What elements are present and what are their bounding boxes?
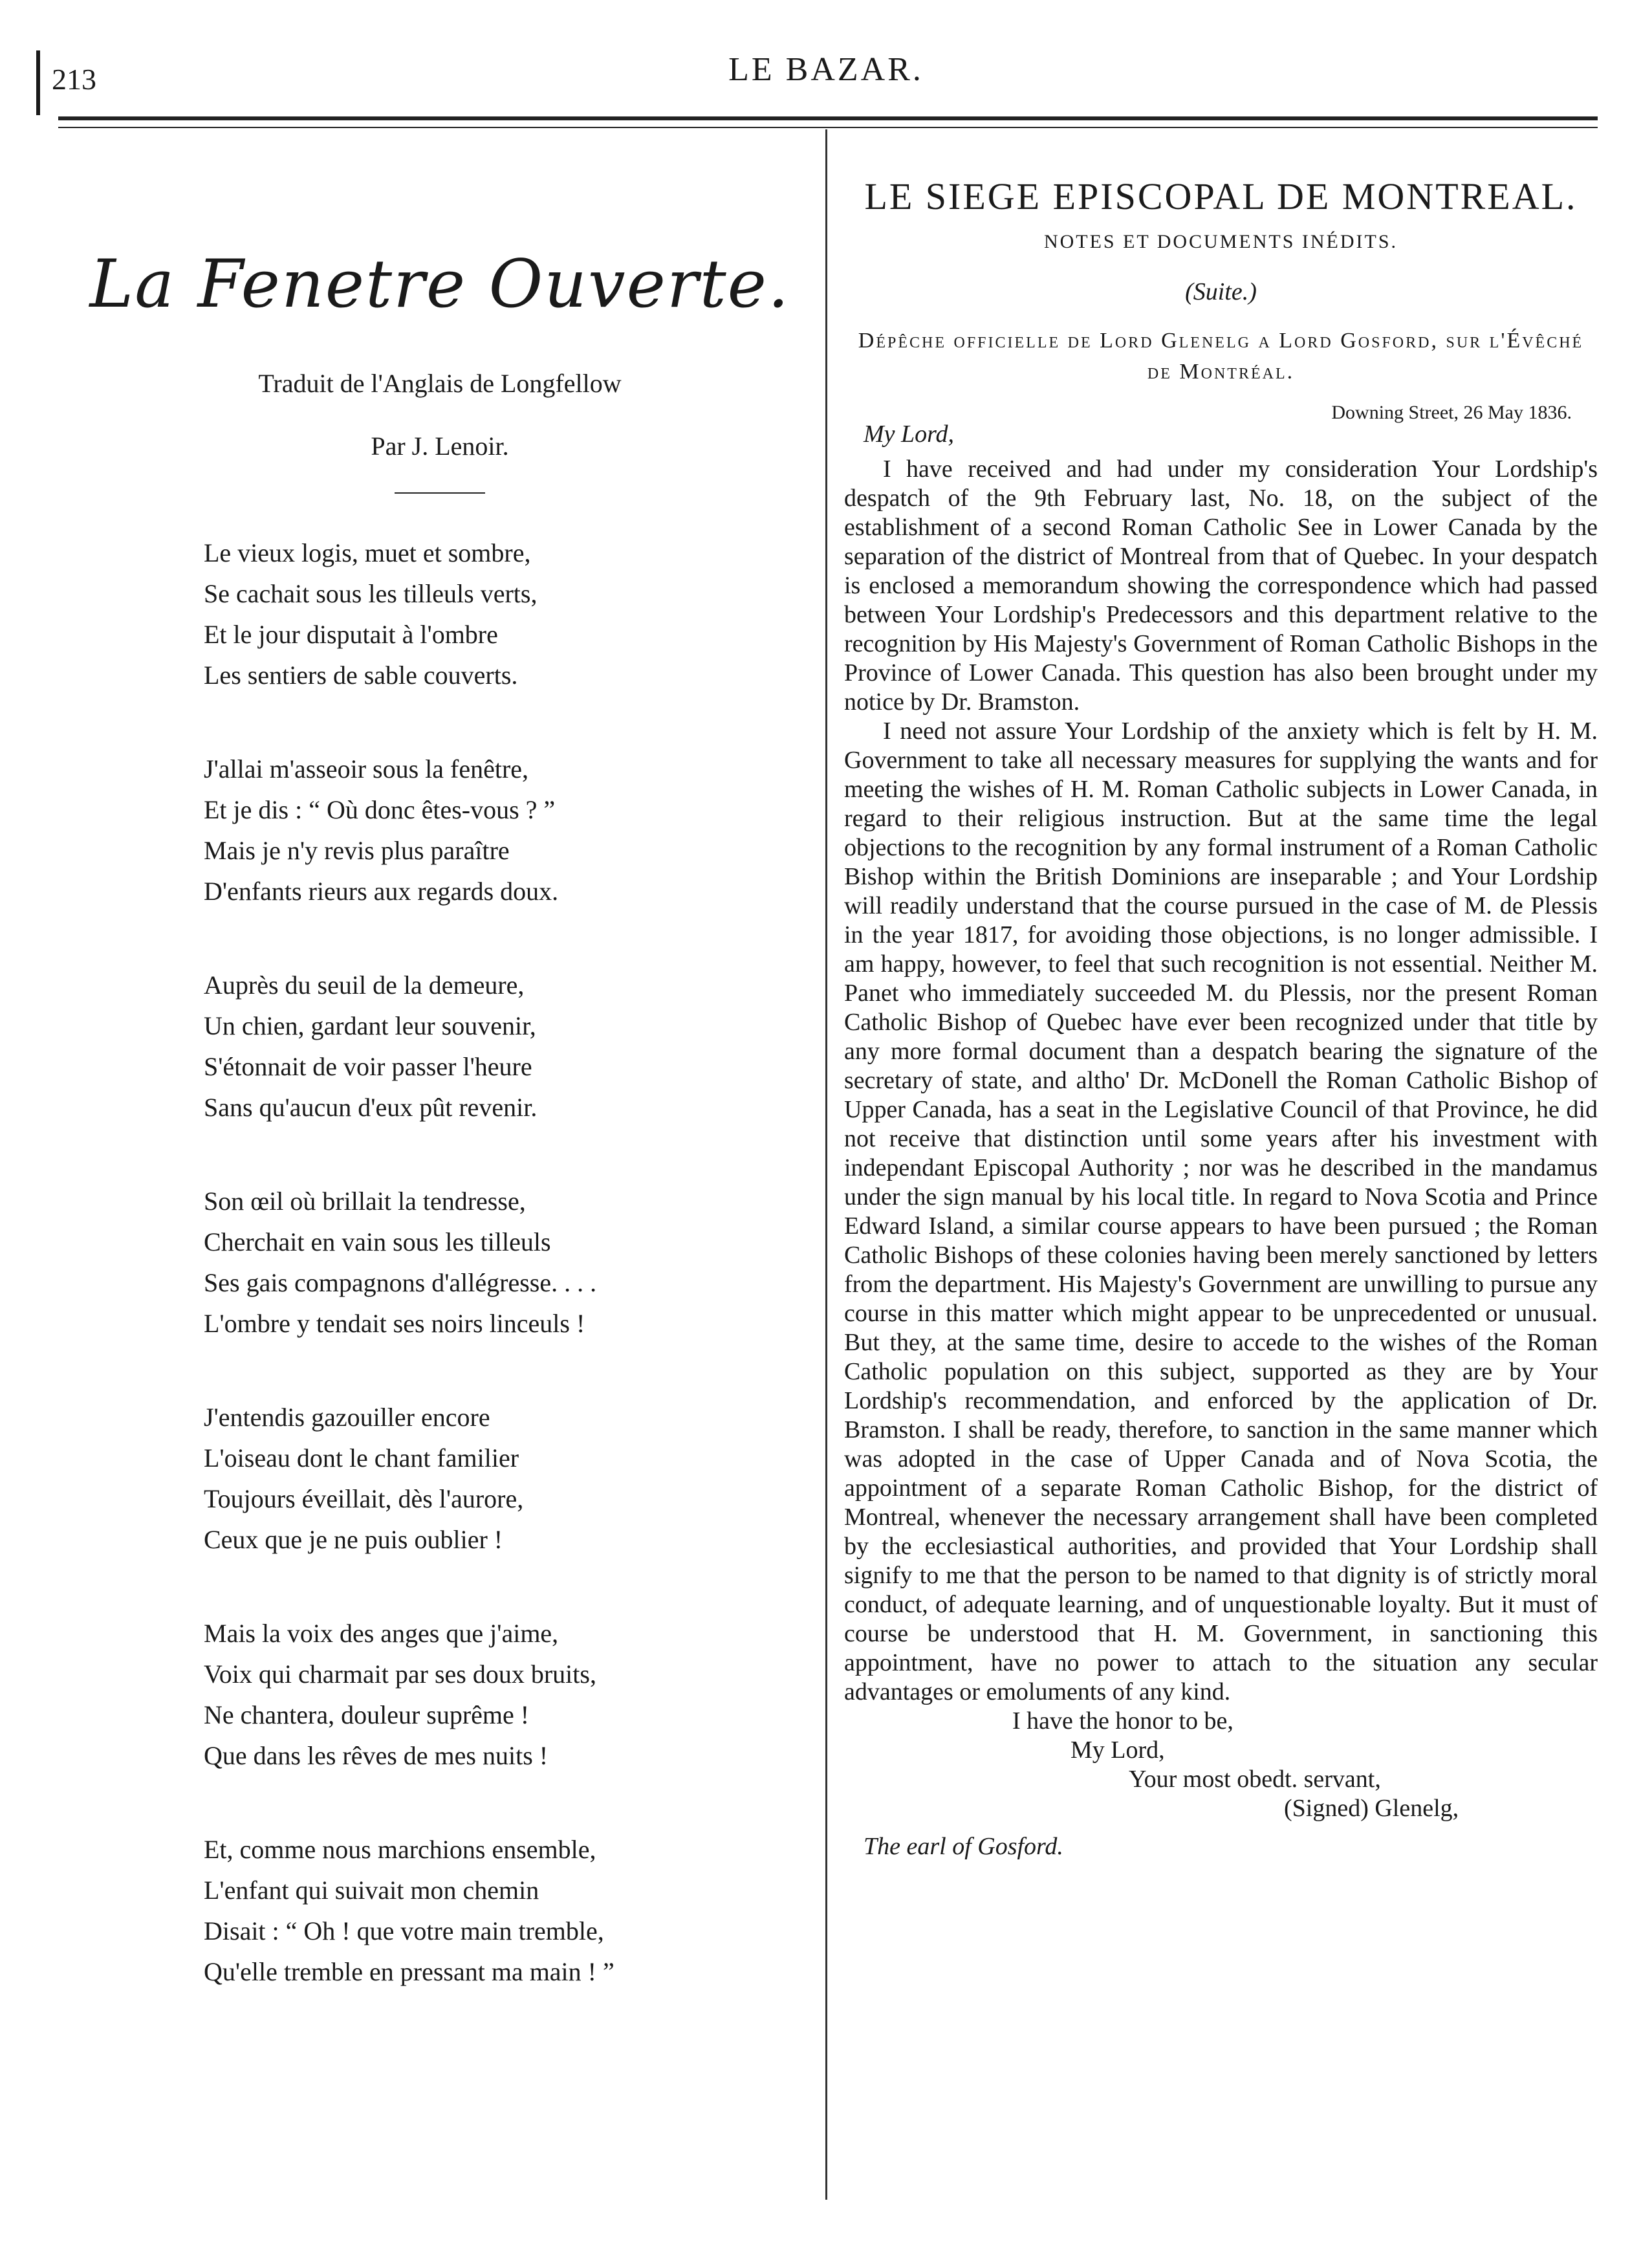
stanza [204,749,809,912]
poem-line: Voix qui charmait par ses doux bruits, [204,1659,596,1689]
poem-rule [395,492,485,494]
poem-line: Disait : “ Oh ! que votre main tremble, [204,1916,604,1945]
poem-line: Ceux que je ne puis oublier ! [204,1525,503,1554]
poem-line: D'enfants rieurs aux regards doux. [204,877,559,906]
article-column [844,175,1598,1861]
article-notes: NOTES ET DOCUMENTS INÉDITS. [1043,231,1398,252]
poem-line: Les sentiers de sable couverts. [204,661,518,690]
closing-line: My Lord, [1071,1736,1165,1764]
poem-line: Que dans les rêves de mes nuits ! [204,1741,549,1770]
poem-line: Et, comme nous marchions ensemble, [204,1835,596,1864]
paragraph: I need not assure Your Lordship of the anxiety which is felt by H. M. Government to take all necessary measures for supplying the wants and for meeting the wishes of H. M. Roman Catholic subjects in Lower Canada, in regard to their religious instruction. But at the same time the legal objections to the recognition by any formal instrument of a Roman Catholic Bishop within the British Dominions are inseparable ; and Your Lordship will readily understand that the course pursued in the case of M. de Plessis in the year 1817, for avoiding those objections, is no longer admissible. I am happy, however, to feel that such recognition is not essential. Neither M. Panet who immediately succeeded M. du Plessis, nor the present Roman Catholic Bishop of Quebec have ever been recognized under that title by any more formal document than a despatch bearing the signature of the secretary of state, and altho' Dr. McDonell the Roman Catholic Bishop of Upper Canada, has a seat in the Legislative Council of that Province, he did not receive that distinction until some years after his investment with independant Episcopal Authority ; nor was he described in the mandamus under the sign manual by his local title. In regard to Nova Scotia and Prince Edward Island, a similar course appears to have been pursued ; the Roman Catholic Bishops of these colonies having been merely sanctioned by letters from the department. His Majesty's Government are unwilling to pursue any course in this matter which might appear to be unprecedented or unusual. But they, at the same time, desire to accede to the wishes of the Roman Catholic population on this subject, supported as they are by Your Lordship's recommendation, and enforced by the application of Dr. Bramston. I shall be ready, therefore, to sanction in the same manner which was adopted in the case of Upper Canada and of Nova Scotia, the appointment of a separate Roman Catholic Bishop, for the district of Montreal, whenever the necessary arrangement shall have been completed by the ecclesiastical authorities, and provided that Your Lordship shall signify to me that the person to be named to that dignity is of strictly moral conduct, of adequate learning, and of unquestionable loyalty. But it must of course be understood that H. M. Government, in sanctioning this appointment, have no power to attach to the situation any secular advantages or emoluments of any kind. [844,717,1598,1705]
poem-line: J'allai m'asseoir sous la fenêtre, [204,754,529,783]
poem-line: L'ombre y tendait ses noirs linceuls ! [204,1309,585,1338]
poem-line: J'entendis gazouiller encore [204,1403,490,1432]
stanza [204,1397,809,1560]
stanza [204,1181,809,1344]
stanza [204,1613,809,1776]
poem-line: Qu'elle tremble en pressant ma main ! ” [204,1957,614,1986]
signature: (Signed) Glenelg, [1284,1795,1459,1822]
stanza [204,965,809,1128]
poem-line: Se cachait sous les tilleuls verts, [204,579,538,608]
addressee: The earl of Gosford. [864,1833,1063,1860]
article-title: LE SIEGE EPISCOPAL DE MONTREAL. [864,175,1578,217]
poem-line: Sans qu'aucun d'eux pût revenir. [204,1093,538,1122]
poem-line: Et je dis : “ Où donc êtes-vous ? ” [204,795,556,824]
closing [844,1707,1598,1823]
poem-line: Ne chantera, douleur suprême ! [204,1700,530,1729]
poem-line: Mais je n'y revis plus paraître [204,836,510,865]
stanza [204,1829,809,1992]
poem-line: Mais la voix des anges que j'aime, [204,1619,559,1648]
header-rule [58,116,1598,120]
poem-line: Un chien, gardant leur souvenir, [204,1011,536,1040]
poem-line: L'oiseau dont le chant familier [204,1443,519,1473]
poem-title: La Fenetre Ouverte. [89,246,790,323]
column-divider [825,129,827,2200]
poem-column [71,246,809,2045]
salutation: My Lord, [864,421,955,448]
closing-line: Your most obedt. servant, [1129,1766,1381,1793]
stanza [204,532,809,695]
closing-line: I have the honor to be, [1012,1707,1234,1735]
article-suite: (Suite.) [1185,278,1257,305]
page-number: 213 [52,63,96,96]
poem-line: Son œil où brillait la tendresse, [204,1187,526,1216]
poem-subtitle: Traduit de l'Anglais de Longfellow [258,369,622,398]
despatch-date: Downing Street, 26 May 1836. [1331,402,1572,423]
paragraph: I have received and had under my consideration Your Lordship's despatch of the 9th February last, No. 18, on the subject of the establishment of a second Roman Catholic See in Lower Canada by the separation of the district of Montreal from that of Quebec. In your despatch is enclosed a memorandum showing the correspondence which had passed between Your Lordship's Predecessors and this department relative to the recognition by His Majesty's Government of Roman Catholic Bishops in the Province of Lower Canada. This question has also been brought under my notice by Dr. Bramston. [844,455,1598,716]
poem-line: Cherchait en vain sous les tilleuls [204,1227,551,1256]
poem-line: Et le jour disputait à l'ombre [204,620,498,649]
poem-line: Le vieux logis, muet et sombre, [204,538,531,567]
poem-line: Toujours éveillait, dès l'aurore, [204,1484,524,1513]
running-title: LE BAZAR. [728,51,924,88]
poem-line: Ses gais compagnons d'allégresse. . . . [204,1268,597,1297]
poem-line: S'étonnait de voir passer l'heure [204,1052,532,1081]
header-rule-thin [58,127,1598,128]
despatch-heading: Dépêche officielle de Lord Glenelg a Lord Gosford, sur l'Évêché de Montréal. [858,329,1584,384]
poem-line: Auprès du seuil de la demeure, [204,970,525,1000]
poem-line: L'enfant qui suivait mon chemin [204,1876,539,1905]
poem-byline: Par J. Lenoir. [371,432,509,461]
